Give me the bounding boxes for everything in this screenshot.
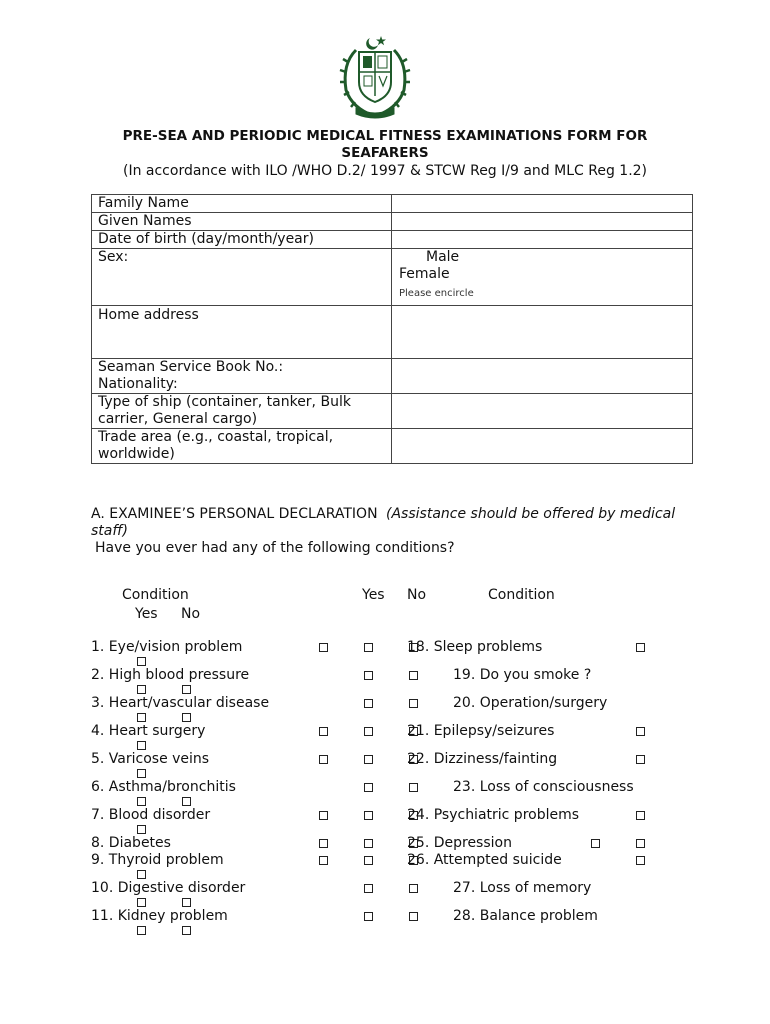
condition-left-label: 8. Diabetes bbox=[91, 835, 171, 851]
condition-header-right: Condition bbox=[488, 587, 555, 603]
left-yes-checkbox[interactable] bbox=[319, 755, 328, 764]
no-header-mid: No bbox=[407, 587, 427, 603]
yes-checkbox[interactable] bbox=[364, 839, 373, 848]
no-checkbox[interactable] bbox=[409, 884, 418, 893]
right-checkbox[interactable] bbox=[636, 755, 645, 764]
extra-checkbox[interactable] bbox=[137, 870, 146, 879]
trade-area-cell bbox=[92, 429, 392, 464]
section-a-question: Have you ever had any of the following conditions? bbox=[95, 540, 455, 556]
condition-left-label: 9. Thyroid problem bbox=[91, 852, 224, 868]
right-checkbox[interactable] bbox=[636, 811, 645, 820]
condition-right-label: 25. Depression bbox=[407, 835, 512, 851]
yes-header-mid: Yes bbox=[362, 587, 385, 603]
condition-right-label: 18. Sleep problems bbox=[407, 639, 543, 655]
yes-checkbox[interactable] bbox=[364, 884, 373, 893]
right-checkbox[interactable] bbox=[636, 856, 645, 865]
yes-checkbox[interactable] bbox=[364, 671, 373, 680]
extra-checkbox[interactable] bbox=[137, 741, 146, 750]
dob-label: Date of birth (day/month/year) bbox=[92, 231, 392, 249]
extra-checkbox[interactable] bbox=[182, 797, 191, 806]
home-address-label: Home address bbox=[92, 306, 392, 359]
yes-checkbox[interactable] bbox=[364, 856, 373, 865]
extra-checkbox[interactable] bbox=[137, 898, 146, 907]
section-a-note: (Assistance should be offered by medical bbox=[386, 506, 676, 522]
trade-area-label-line1: Trade area (e.g., coastal, tropical, bbox=[98, 429, 334, 445]
yes-checkbox[interactable] bbox=[364, 699, 373, 708]
section-a-note-line2: staff) bbox=[91, 523, 128, 539]
form-title-line2: SEAFARERS bbox=[341, 145, 429, 161]
ship-type-cell bbox=[92, 394, 392, 429]
extra-checkbox[interactable] bbox=[137, 657, 146, 666]
trade-area-label-line2: worldwide) bbox=[98, 446, 175, 462]
ship-type-field[interactable] bbox=[392, 394, 693, 429]
no-header-left: No bbox=[181, 606, 201, 622]
right-checkbox[interactable] bbox=[591, 839, 600, 848]
personal-info-table bbox=[91, 194, 693, 464]
condition-left-label: 10. Digestive disorder bbox=[91, 880, 246, 896]
sex-option-female[interactable]: Female bbox=[399, 266, 450, 282]
left-yes-checkbox[interactable] bbox=[319, 839, 328, 848]
given-names-field[interactable] bbox=[392, 213, 693, 231]
extra-checkbox[interactable] bbox=[137, 713, 146, 722]
form-subtitle: (In accordance with ILO /WHO D.2/ 1997 & STCW Reg I/9 and MLC Reg 1.2) bbox=[122, 163, 648, 179]
left-yes-checkbox[interactable] bbox=[319, 727, 328, 736]
ship-type-label-line2: carrier, General cargo) bbox=[98, 411, 258, 427]
seaman-nationality-field[interactable] bbox=[392, 359, 693, 394]
nationality-label: Nationality: bbox=[98, 376, 178, 392]
sex-label: Sex: bbox=[92, 249, 392, 306]
right-checkbox[interactable] bbox=[636, 727, 645, 736]
no-checkbox[interactable] bbox=[409, 671, 418, 680]
right-checkbox[interactable] bbox=[636, 643, 645, 652]
condition-left-label: 5. Varicose veins bbox=[91, 751, 210, 767]
extra-checkbox[interactable] bbox=[137, 926, 146, 935]
condition-right-label: 23. Loss of consciousness bbox=[453, 779, 634, 795]
yes-checkbox[interactable] bbox=[364, 912, 373, 921]
extra-checkbox[interactable] bbox=[182, 713, 191, 722]
trade-area-field[interactable] bbox=[392, 429, 693, 464]
condition-left-label: 3. Heart/vascular disease bbox=[91, 695, 270, 711]
condition-right-label: 21. Epilepsy/seizures bbox=[407, 723, 555, 739]
condition-right-label: 28. Balance problem bbox=[453, 908, 598, 924]
extra-checkbox[interactable] bbox=[137, 685, 146, 694]
no-checkbox[interactable] bbox=[409, 912, 418, 921]
condition-right-label: 22. Dizziness/fainting bbox=[407, 751, 558, 767]
home-address-field[interactable] bbox=[392, 306, 693, 359]
no-checkbox[interactable] bbox=[409, 783, 418, 792]
condition-left-label: 11. Kidney problem bbox=[91, 908, 228, 924]
seaman-nationality-cell bbox=[92, 359, 392, 394]
state-emblem-icon bbox=[334, 32, 416, 124]
yes-checkbox[interactable] bbox=[364, 643, 373, 652]
extra-checkbox[interactable] bbox=[137, 769, 146, 778]
form-title-line1: PRE-SEA AND PERIODIC MEDICAL FITNESS EXAMINATIONS FORM FOR bbox=[122, 128, 648, 144]
condition-left-label: 7. Blood disorder bbox=[91, 807, 211, 823]
extra-checkbox[interactable] bbox=[182, 685, 191, 694]
left-yes-checkbox[interactable] bbox=[319, 856, 328, 865]
please-encircle-note: Please encircle bbox=[399, 288, 474, 299]
condition-left-label: 1. Eye/vision problem bbox=[91, 639, 243, 655]
yes-header-left: Yes bbox=[135, 606, 158, 622]
condition-right-label: 20. Operation/surgery bbox=[453, 695, 608, 711]
condition-right-label: 19. Do you smoke ? bbox=[453, 667, 592, 683]
condition-right-label: 24. Psychiatric problems bbox=[407, 807, 580, 823]
extra-checkbox[interactable] bbox=[182, 898, 191, 907]
left-yes-checkbox[interactable] bbox=[319, 643, 328, 652]
given-names-label: Given Names bbox=[92, 213, 392, 231]
condition-left-label: 4. Heart surgery bbox=[91, 723, 206, 739]
ship-type-label-line1: Type of ship (container, tanker, Bulk bbox=[98, 394, 351, 410]
condition-left-label: 6. Asthma/bronchitis bbox=[91, 779, 236, 795]
extra-checkbox[interactable] bbox=[137, 797, 146, 806]
extra-checkbox[interactable] bbox=[182, 926, 191, 935]
yes-checkbox[interactable] bbox=[364, 727, 373, 736]
extra-checkbox[interactable] bbox=[137, 825, 146, 834]
sex-option-male[interactable]: Male bbox=[426, 249, 460, 265]
right-checkbox[interactable] bbox=[636, 839, 645, 848]
yes-checkbox[interactable] bbox=[364, 755, 373, 764]
condition-right-label: 26. Attempted suicide bbox=[407, 852, 562, 868]
section-a-heading: A. EXAMINEE’S PERSONAL DECLARATION bbox=[91, 506, 378, 522]
seaman-book-label: Seaman Service Book No.: bbox=[98, 359, 284, 375]
yes-checkbox[interactable] bbox=[364, 811, 373, 820]
family-name-field[interactable] bbox=[392, 195, 693, 213]
no-checkbox[interactable] bbox=[409, 699, 418, 708]
left-yes-checkbox[interactable] bbox=[319, 811, 328, 820]
condition-header-left: Condition bbox=[122, 587, 189, 603]
dob-field[interactable] bbox=[392, 231, 693, 249]
sex-field[interactable] bbox=[392, 249, 693, 306]
condition-left-label: 2. High blood pressure bbox=[91, 667, 250, 683]
family-name-label: Family Name bbox=[92, 195, 392, 213]
yes-checkbox[interactable] bbox=[364, 783, 373, 792]
section-a-heading-line bbox=[91, 506, 675, 523]
condition-right-label: 27. Loss of memory bbox=[453, 880, 592, 896]
